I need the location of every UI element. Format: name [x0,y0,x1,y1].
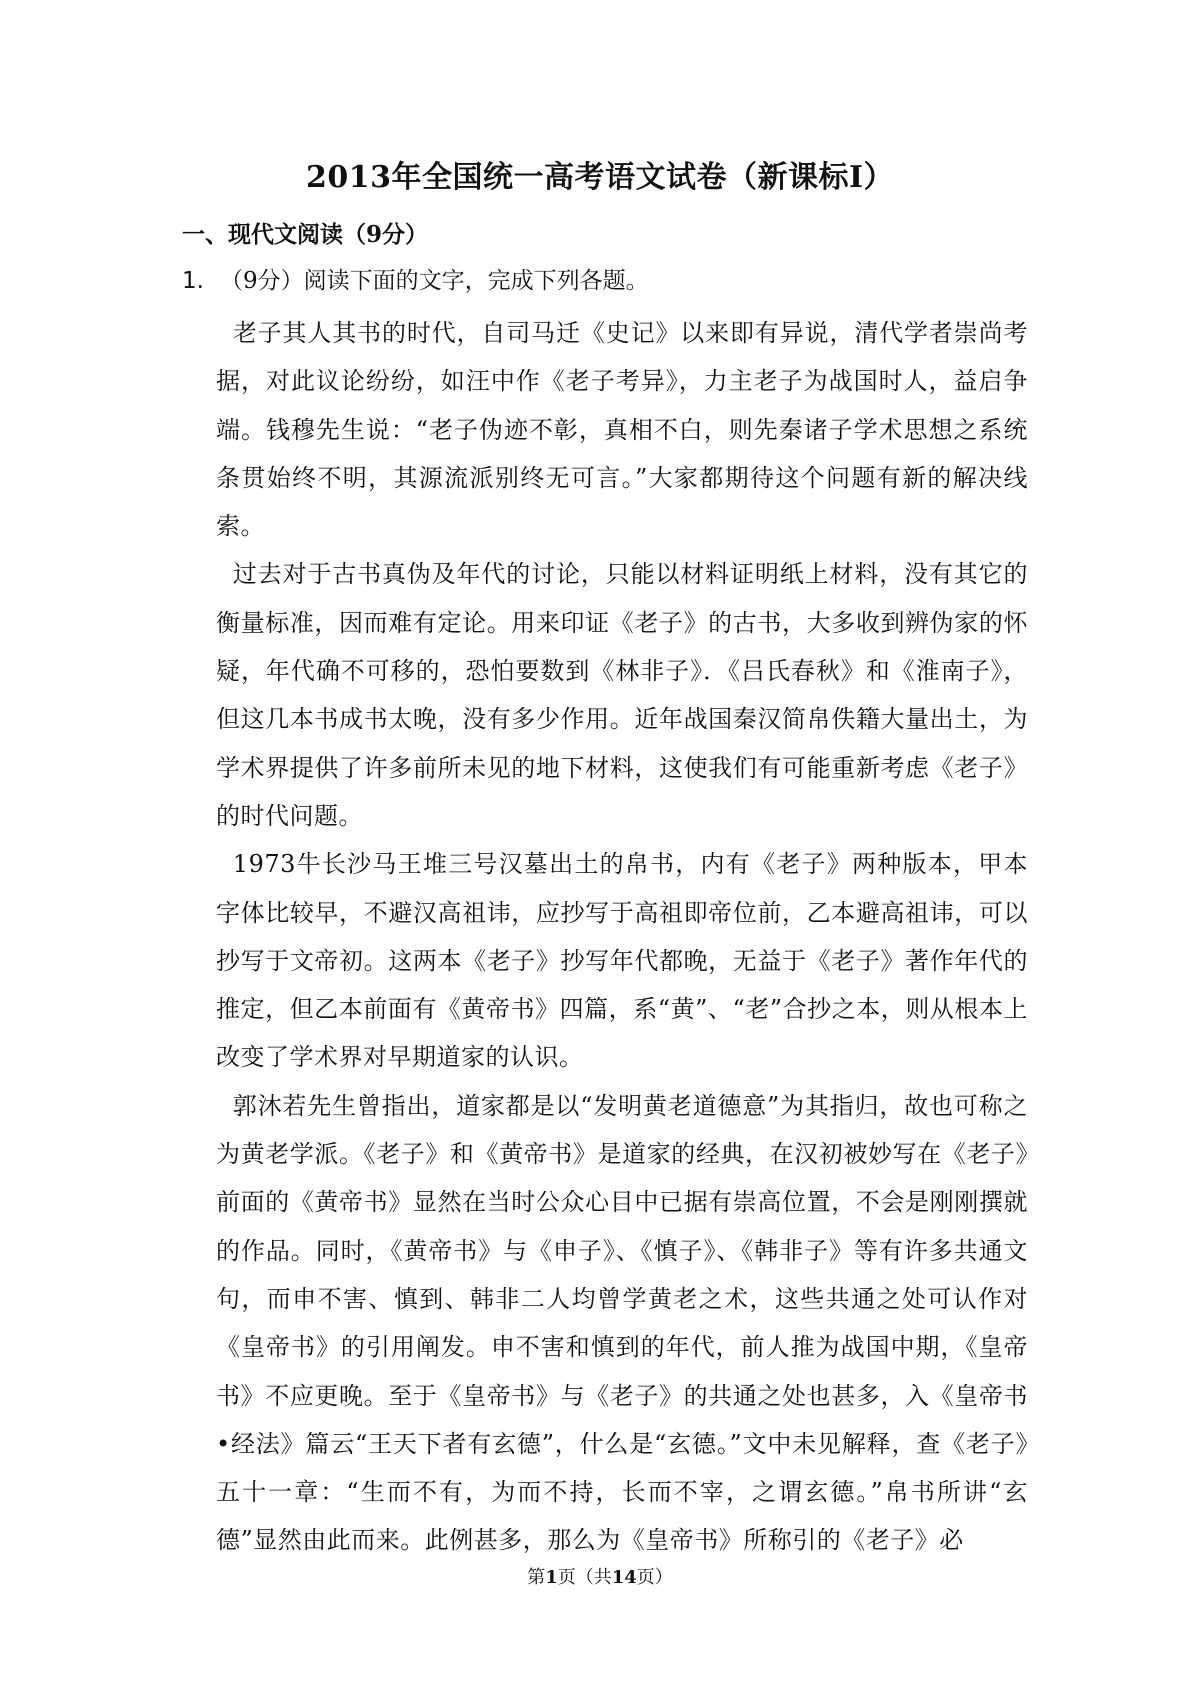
footer-prefix: 第 [527,1567,546,1588]
footer-total-pages: 14 [611,1567,637,1588]
passage-paragraph-3: 1973牛长沙马王堆三号汉墓出土的帛书，内有《老子》两种版本，甲本字体比较早，不避汉高祖讳，应抄写于高祖即帝位前，乙本避高祖讳，可以抄写于文帝初。这两本《老子》抄写年代都晚，无益于《老子》著作年代的推定，但乙本前面有《黄帝书》四篇，系“黄”、“老”合抄之本，则从根本上改变了学术界对早期道家的认识。 [216,850,1028,1072]
passage-paragraph-1: 老子其人其书的时代，自司马迁《史记》以来即有异说，清代学者崇尚考据，对此议论纷纷，如汪中作《老子考异》，力主老子为战国时人，益启争端。钱穆先生说：“老子伪迹不彰，真相不白，则先秦诸子学术思想之系统条贯始终不明，其源流派别终无可言。”大家都期待这个问题有新的解决线索。 [216,319,1028,541]
page-footer [0,1566,1200,1590]
reading-passage [216,309,1028,1565]
question-number: 1. [182,268,204,294]
passage-paragraph-2: 过去对于古书真伪及年代的讨论，只能以材料证明纸上材料，没有其它的衡量标准，因而难有定论。用来印证《老子》的古书，大多收到辨伪家的怀疑，年代确不可移的，恐怕要数到《林非子》．《吕氏春秋》和《淮南子》，但这几本书成书太晚，没有多少作用。近年战国秦汉简帛佚籍大量出土，为学术界提供了许多前所未见的地下材料，这使我们有可能重新考虑《老子》的时代问题。 [216,560,1028,830]
footer-middle: 页（共 [557,1567,612,1588]
question-prompt [182,264,649,298]
footer-suffix: 页） [636,1567,673,1588]
footer-page-number: 1 [545,1567,558,1588]
passage-paragraph-4: 郭沐若先生曾指出，道家都是以“发明黄老道德意”为其指归，故也可称之为黄老学派。《老子》和《黄帝书》是道家的经典，在汉初被妙写在《老子》前面的《黄帝书》显然在当时公众心目中已据有崇高位置，不会是刚刚撰就的作品。同时，《黄帝书》与《申子》、《慎子》、《韩非子》等有许多共通文句，而申不害、慎到、韩非二人均曾学黄老之术，这些共通之处可认作对《皇帝书》的引用阐发。申不害和慎到的年代，前人推为战国中期，《皇帝书》不应更晚。至于《皇帝书》与《老子》的共通之处也甚多，入《皇帝书•经法》篇云“王天下者有玄德”，什么是“玄德。”文中未见解释，查《老子》五十一章：“生而不有，为而不持，长而不宰，之谓玄德。”帛书所讲“玄德”显然由此而来。此例甚多，那么为《皇帝书》所称引的《老子》必 [216,1091,1028,1555]
section-heading: 一、现代文阅读（9分） [182,221,429,248]
question-text: （9分）阅读下面的文字，完成下列各题。 [220,268,649,294]
document-title: 2013年全国统一高考语文试卷（新课标Ⅰ） [305,160,895,195]
